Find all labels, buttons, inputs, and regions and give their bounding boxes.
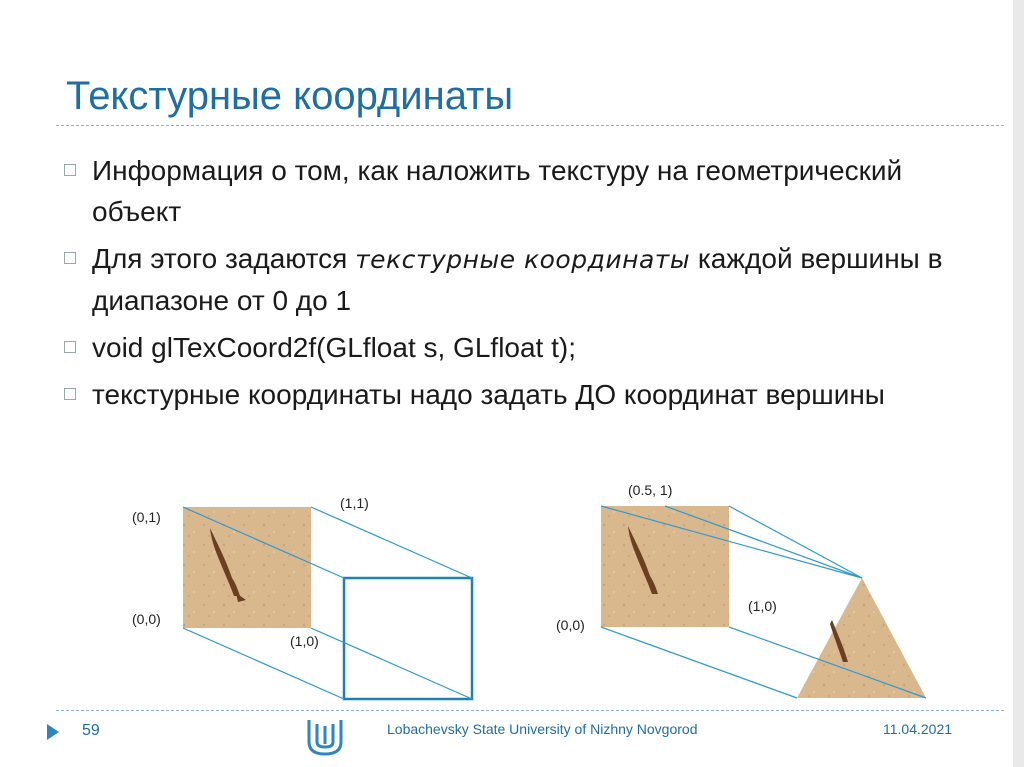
bullet-text: каждой вершины в диапазоне от 0 до 1 xyxy=(92,243,943,316)
bullet-text: void glTexCoord2f(GLfloat s, GLfloat t); xyxy=(92,332,576,363)
label-left-1-0: (1,0) xyxy=(290,633,319,649)
slide-title: Текстурные координаты xyxy=(66,74,514,118)
page-number: 59 xyxy=(82,722,100,739)
university-name: Lobachevsky State University of Nizhny Novgorod xyxy=(387,721,698,737)
label-right-0-0: (0,0) xyxy=(556,617,585,633)
texture-image-left xyxy=(183,507,311,628)
bullet-text: текстурные координаты надо задать ДО координат вершины xyxy=(92,379,885,410)
bullet-emphasis: текстурные координаты xyxy=(355,245,691,274)
bullet-text: Для этого задаются xyxy=(92,243,356,274)
page-arrow-icon xyxy=(47,724,59,740)
university-logo-icon xyxy=(303,716,347,758)
triangle-target xyxy=(797,578,926,698)
label-left-0-0: (0,0) xyxy=(132,611,161,627)
footer-divider xyxy=(56,710,1004,711)
square-target xyxy=(344,578,472,699)
label-right-1-0: (1,0) xyxy=(748,598,777,614)
label-right-0-5-1: (0.5, 1) xyxy=(628,482,673,498)
label-left-0-1: (0,1) xyxy=(132,509,161,525)
slide-date: 11.04.2021 xyxy=(883,721,953,737)
label-left-1-1: (1,1) xyxy=(340,495,369,511)
bullet-text: Информация о том, как наложить текстуру на геометрический объект xyxy=(92,155,903,227)
